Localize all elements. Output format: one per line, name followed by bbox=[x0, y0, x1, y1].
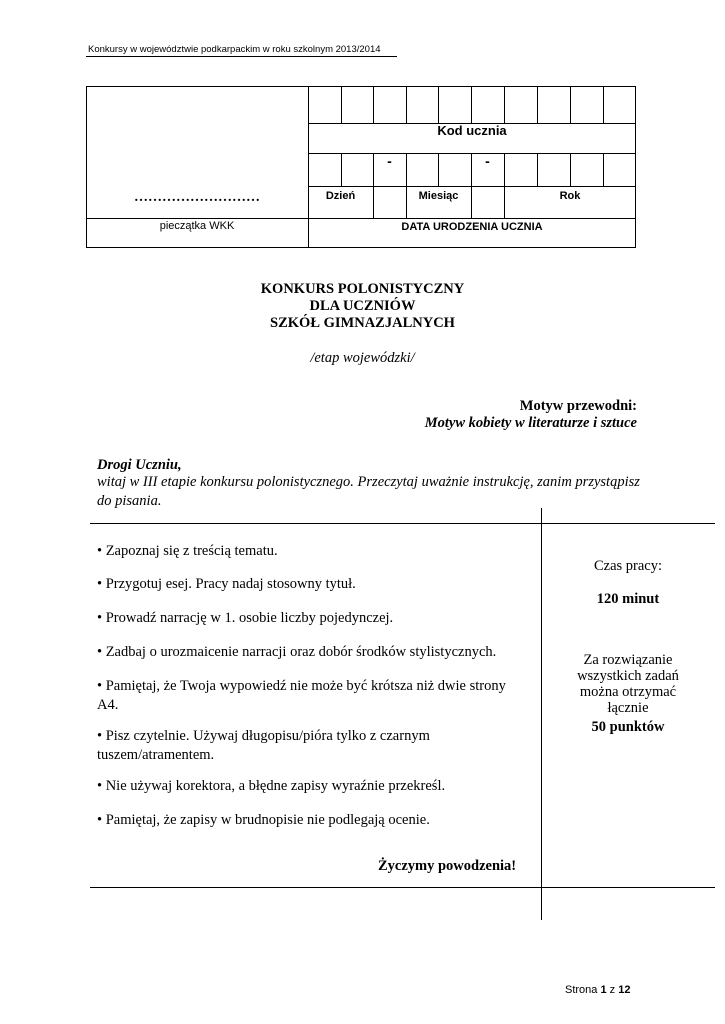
contest-stage: /etap wojewódzki/ bbox=[310, 350, 415, 366]
month-label: Miesiąc bbox=[418, 190, 459, 202]
time-value: 120 minut bbox=[596, 591, 660, 607]
header-rule bbox=[86, 56, 397, 57]
year-label: Rok bbox=[559, 190, 581, 202]
contest-title-line3: SZKÓŁ GIMNAZJALNYCH bbox=[270, 315, 455, 331]
instructions-top-rule bbox=[90, 523, 715, 524]
code-label: Kod ucznia bbox=[437, 123, 507, 138]
page-header: Konkursy w województwie podkarpackim w roku szkolnym 2013/2014 bbox=[88, 44, 381, 55]
page-number: 1 bbox=[600, 984, 607, 996]
contest-title-line2: DLA UCZNIÓW bbox=[309, 298, 416, 314]
stamp-dots: ……………………… bbox=[134, 190, 260, 205]
page-label: Strona bbox=[565, 984, 598, 996]
time-label: Czas pracy: bbox=[593, 558, 663, 574]
instruction-item: • Przygotuj esej. Pracy nadaj stosowny tytuł. bbox=[97, 576, 356, 592]
instruction-item: • Nie używaj korektora, a błędne zapisy wyraźnie przekreśl. bbox=[97, 778, 446, 794]
instructions-bottom-rule bbox=[90, 887, 715, 888]
instruction-item: • Zapoznaj się z treścią tematu. bbox=[97, 543, 278, 559]
page-footer bbox=[565, 984, 630, 996]
motto-text: Motyw kobiety w literaturze i sztuce bbox=[424, 415, 637, 431]
contest-title-line1: KONKURS POLONISTYCZNY bbox=[260, 281, 465, 297]
instruction-item: • Pamiętaj, że zapisy w brudnopisie nie podlegają ocenie. bbox=[97, 812, 430, 828]
dob-label: DATA URODZENIA UCZNIA bbox=[401, 221, 543, 233]
greeting-salutation: Drogi Uczniu, bbox=[97, 457, 182, 473]
points-text: Za rozwiązanie wszystkich zadań można otrzymać łącznie bbox=[577, 652, 679, 716]
instruction-item: • Pamiętaj, że Twoja wypowiedź nie może być krótsza niż dwie strony A4. bbox=[97, 678, 506, 713]
motto-heading: Motyw przewodni: bbox=[519, 398, 637, 414]
instruction-item: • Prowadź narrację w 1. osobie liczby pojedynczej. bbox=[97, 610, 394, 626]
page-separator: z bbox=[609, 984, 616, 996]
page-total: 12 bbox=[618, 984, 631, 996]
instruction-item: • Zadbaj o urozmaicenie narracji oraz dobór środków stylistycznych. bbox=[97, 644, 497, 660]
points-value: 50 punktów bbox=[591, 719, 665, 735]
instruction-item: • Pisz czytelnie. Używaj długopisu/pióra tylko z czarnym tuszem/atramentem. bbox=[97, 728, 430, 763]
greeting-body: witaj w III etapie konkursu polonistycznego. Przeczytaj uważnie instrukcję, zanim przystąpisz do pisania. bbox=[97, 474, 640, 509]
date-dash-2: - bbox=[485, 153, 490, 169]
good-luck-message: Życzymy powodzenia! bbox=[378, 858, 517, 874]
day-label: Dzień bbox=[325, 190, 356, 202]
date-dash-1: - bbox=[387, 153, 392, 169]
stamp-label: pieczątka WKK bbox=[159, 220, 235, 232]
